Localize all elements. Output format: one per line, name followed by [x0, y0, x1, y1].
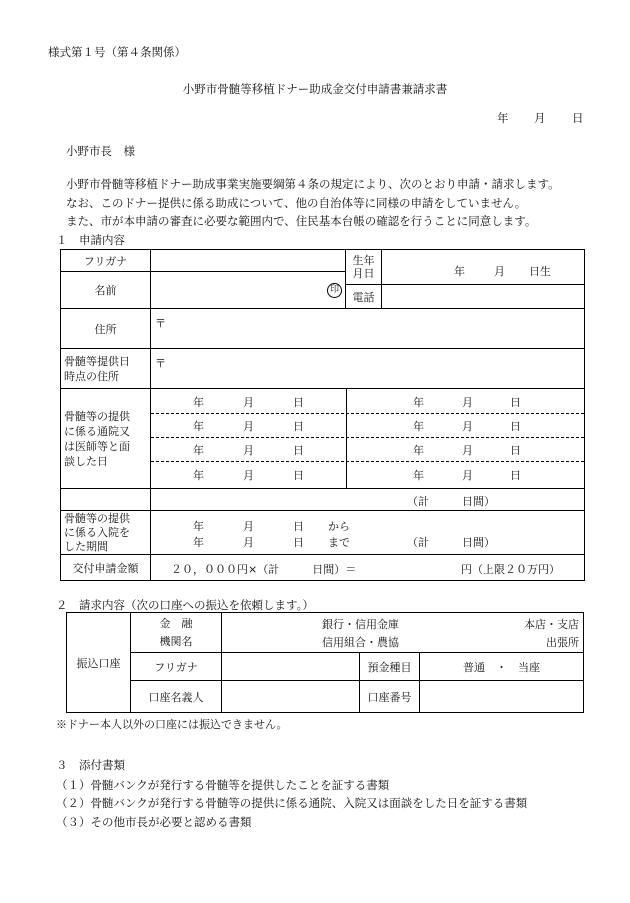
name-field[interactable] — [151, 272, 346, 309]
outpatient-label: 骨髄等の提供 に係る通院又 は医師等と面 談した日 — [61, 389, 151, 489]
name-label: 名前 — [61, 272, 151, 309]
holder-field[interactable] — [222, 681, 360, 713]
phone-label: 電話 — [346, 285, 382, 309]
intro-line: なお、このドナー提供に係る助成について、他の自治体等に同様の申請をしていません。 — [66, 196, 527, 210]
intro-line: また、市が本申請の審査に必要な範囲内で、住民基本台帳の確認を行うことに同意します。 — [66, 214, 537, 228]
inpatient-period[interactable]: 年 月 日 から 年 月 日 まで （計 日間） — [151, 511, 585, 555]
postal-mark: 〒 — [155, 357, 166, 370]
furigana-field[interactable] — [151, 250, 346, 272]
amount-label: 交付申請金額 — [61, 555, 151, 581]
seal-mark: 印 — [327, 283, 342, 298]
section3-heading: ３ 添付書類 — [56, 758, 125, 772]
institution-field[interactable]: 銀行・信用金庫 信用組合・農協 本店・支店 出張所 — [222, 613, 584, 653]
dob-label: 生年 月日 — [346, 250, 382, 285]
donation-address-field[interactable] — [151, 349, 585, 389]
address-field[interactable] — [151, 309, 585, 349]
deposit-type-field[interactable]: 普通 ・ 当座 — [420, 653, 584, 681]
transfer-note: ※ドナー本人以外の口座には振込できません。 — [56, 718, 288, 731]
deposit-type-label: 預金種目 — [360, 653, 420, 681]
section2-heading: ２ 請求内容（次の口座への振込を依頼します。） — [56, 598, 314, 612]
account-number-field[interactable] — [420, 681, 584, 713]
outpatient-dates[interactable]: 年 月 日 年 月 日 年 月 日 年 月 日 年 月 日 年 月 日 年 月 日 年 月 日 — [151, 389, 585, 489]
intro-line: 小野市骨髄等移植ドナー助成事業実施要綱第４条の規定により、次のとおり申請・請求します。 — [66, 177, 560, 191]
inpatient-label: 骨髄等の提供 に係る入院を した期間 — [61, 511, 151, 555]
attachment-item: （１）骨髄バンクが発行する骨髄等を提供したことを証する書類 — [56, 778, 390, 792]
form-number: 様式第１号（第４条関係） — [48, 45, 186, 59]
transfer-table — [66, 612, 584, 713]
account-furigana-label: フリガナ — [131, 653, 222, 681]
address-label: 住所 — [61, 309, 151, 349]
institution-label: 金 融 機関名 — [131, 613, 222, 653]
application-table — [60, 249, 585, 581]
addressee: 小野市長 様 — [66, 144, 135, 158]
date-month: 月 — [534, 111, 546, 125]
page-title: 小野市骨髄等移植ドナー助成金交付申請書兼請求書 — [182, 82, 448, 96]
donation-address-label: 骨髄等提供日 時点の住所 — [61, 349, 151, 389]
furigana-label: フリガナ — [61, 250, 151, 272]
date-year: 年 — [497, 111, 509, 125]
outpatient-total[interactable]: （計 日間） — [151, 489, 585, 511]
attachment-item: （２）骨髄バンクが発行する骨髄等の提供に係る通院、入院又は面談をした日を証する書類 — [56, 796, 528, 810]
attachment-item: （３）その他市長が必要と認める書類 — [56, 815, 252, 829]
account-number-label: 口座番号 — [360, 681, 420, 713]
phone-field[interactable] — [382, 285, 585, 309]
section1-heading: １ 申請内容 — [56, 233, 125, 247]
postal-mark: 〒 — [155, 317, 166, 330]
transfer-label: 振込口座 — [67, 613, 131, 713]
amount-field[interactable]: ２０，０００円×（計 日間）＝ 円（上限２０万円） — [151, 555, 585, 581]
holder-label: 口座名義人 — [131, 681, 222, 713]
account-furigana-field[interactable] — [222, 653, 360, 681]
dob-field[interactable]: 年 月 日生 — [382, 250, 585, 285]
date-day: 日 — [572, 111, 584, 125]
blank-cell — [61, 489, 151, 511]
